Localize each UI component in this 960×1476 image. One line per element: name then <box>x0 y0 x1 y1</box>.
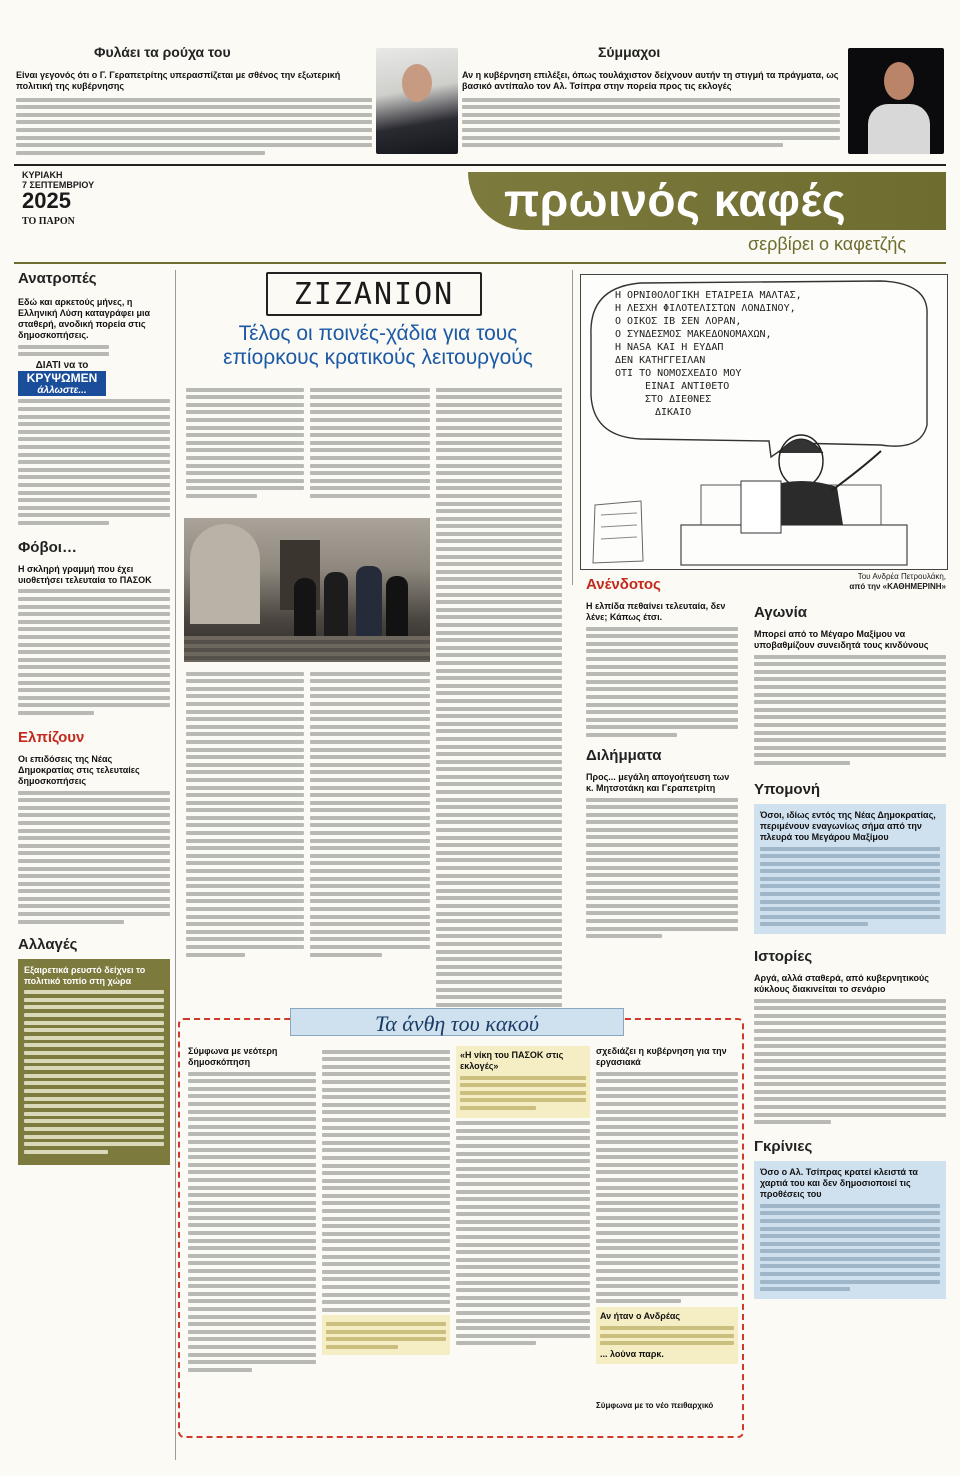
badge-line-1: ΔΙΑΤΙ να το <box>35 359 89 371</box>
portrait-photo-left <box>376 48 458 154</box>
section-title-fovoi: Φόβοι… <box>18 538 77 556</box>
section-body-istories <box>754 999 946 1125</box>
section-lede-grinies: Όσο ο Αλ. Τσίπρας κρατεί κλειστά τα χαρτιά του και δεν δημοσιοποιεί τις προθέσεις του <box>760 1167 918 1200</box>
top-right-lede: Αν η κυβέρνηση επιλέξει, όπως τουλάχιστον δείχνουν αυτήν τη στιγμή τα πράγματα, ως βασικό αντίπαλο τον Αλ. Τσίπρα στην πορεία προς τις εκλογές <box>462 70 839 91</box>
section-title-ypomoni: Υπομονή <box>754 780 821 798</box>
masthead-date-block <box>22 170 142 227</box>
top-right-title: Σύμμαχοι <box>598 44 661 60</box>
bottom-col-3-highlight-body <box>460 1076 586 1110</box>
zizanion-col-2-top <box>310 384 430 502</box>
section-body-anendotos <box>586 627 738 737</box>
zizanion-banner-text: ΖΙΖΑΝΙΟΝ <box>293 277 455 312</box>
section-title-anatropes: Ανατροπές <box>18 270 97 287</box>
zizanion-col-3-top <box>436 384 562 1025</box>
bottom-col-1 <box>188 1046 316 1375</box>
left-column <box>18 270 170 1460</box>
masthead-banner <box>468 172 946 230</box>
masthead-day: ΚΥΡΙΑΚΗ <box>22 170 63 180</box>
bottom-col-4-lede: Σύμφωνα με το νέο πειθαρχικό <box>596 1401 714 1410</box>
masthead-title: πρωινός καφές <box>504 174 847 226</box>
box-body <box>600 1326 734 1345</box>
bottom-col-1-body <box>188 1072 316 1372</box>
zizanion-headline: Τέλος οι ποινές-χάδια για τους επίορκους κρατικούς λειτουργούς <box>223 322 533 369</box>
section-body-agonia <box>754 655 946 765</box>
top-strip <box>14 8 946 160</box>
face-shape <box>402 64 432 102</box>
speech-line: ΣΤΟ ΔΙΕΘΝΕΣ <box>645 394 712 405</box>
section-body-fovoi <box>18 589 170 715</box>
bottom-col-3-highlight-top <box>456 1046 590 1118</box>
top-left-title: Φυλάει τα ρούχα του <box>94 44 231 60</box>
section-body-dilimmata <box>586 798 738 939</box>
section-box-allages <box>18 959 170 1166</box>
bottom-col-3 <box>456 1046 590 1349</box>
flowers-of-evil-banner <box>290 1008 624 1036</box>
zizanion-banner <box>266 272 482 316</box>
zizanion-col-1-bottom <box>186 668 304 960</box>
section-lede-allages: Εξαιρετικά ρευστό δείχνει το πολιτικό τοπίο στη χώρα <box>24 964 146 986</box>
bottom-col-1-lede: Σύμφωνα με νεότερη δημοσκόπηση <box>188 1046 278 1067</box>
section-body-ypomoni <box>760 847 940 927</box>
section-body-elpizoun <box>18 791 170 924</box>
zizanion-col-1-top <box>186 384 304 502</box>
badge-line-3: άλλωστε... <box>18 385 106 396</box>
zizanion-photo <box>184 518 430 662</box>
speech-line: ΟΤΙ ΤΟ ΝΟΜΟΣΧΕΔΙΟ ΜΟΥ <box>615 368 742 379</box>
section-title-allages: Αλλαγές <box>18 935 78 953</box>
section-lede-istories: Αργά, αλλά σταθερά, από κυβερνητικούς κύκλους διακινείται το σενάριο <box>754 973 929 995</box>
section-title-anendotos: Ανένδοτος <box>586 576 661 593</box>
bottom-col-3-body <box>456 1121 590 1345</box>
masthead-top-rule <box>14 164 946 166</box>
mid-right-column <box>586 576 738 942</box>
speech-line: ΔΕΝ ΚΑΤΗΓΓΕΙΛΑΝ <box>615 355 706 366</box>
masthead-year: 2025 <box>22 188 71 213</box>
section-body-grinies <box>760 1204 940 1292</box>
top-right-body <box>462 94 840 151</box>
section-lede-anatropes: Εδώ και αρκετούς μήνες, η Ελληνική Λύση καταγράφει μια σταθερή, ανοδική πορεία στις δημοσκοπήσεις. <box>18 297 151 340</box>
speech-line: ΔΙΚΑΙΟ <box>655 407 692 418</box>
box-line-2: ... λούνα παρκ. <box>600 1348 664 1359</box>
flowers-of-evil-banner-text: Τα άνθη του κακού <box>374 1011 540 1036</box>
column-divider <box>175 270 176 1460</box>
masthead-paper: ΤΟ ΠΑΡΟΝ <box>22 216 75 227</box>
bottom-col-2 <box>322 1046 450 1355</box>
badge-diati <box>18 360 106 396</box>
shirt-shape <box>868 104 930 154</box>
bottom-col-2-body-top <box>322 1050 450 1312</box>
right-column <box>754 604 946 1299</box>
section-body-anatropes <box>18 345 170 357</box>
section-title-grinies: Γκρίνιες <box>754 1138 813 1156</box>
speech-line: Ο ΣΥΝΔΕΣΜΟΣ ΜΑΚΕΔΟΝΟΜΑΧΩΝ, <box>615 329 772 340</box>
masthead-subtitle: σερβίρει ο καφετζής <box>748 234 907 254</box>
section-lede-anendotos: Η ελπίδα πεθαίνει τελευταία, δεν λένε; Κάπως έτσι. <box>586 601 726 622</box>
section-title-dilimmata: Διλήμματα <box>586 746 662 764</box>
section-box-grinies <box>754 1161 946 1299</box>
section-lede-elpizoun: Οι επιδόσεις της Νέας Δημοκρατίας στις τελευταίες δημοσκοπήσεις <box>18 753 140 786</box>
bottom-col-4-highlight <box>596 1307 738 1363</box>
column-divider <box>572 270 573 585</box>
section-body-allages <box>24 990 164 1153</box>
section-body-anatropes-2 <box>18 399 170 525</box>
face-shape <box>884 62 914 100</box>
masthead-bottom-rule <box>14 262 946 264</box>
top-left-lede: Είναι γεγονός ότι ο Γ. Γεραπετρίτης υπερασπίζεται με σθένος την εξωτερική πολιτική της κυβέρνησης <box>16 70 341 91</box>
masthead-date: 7 ΣΕΠΤΕΜΒΡΙΟΥ <box>22 180 95 190</box>
section-lede-dilimmata: Προς... μεγάλη απογοήτευση των κ. Μητσοτάκη και Γεραπετρίτη <box>586 771 730 793</box>
bottom-col-3-lede: σχεδιάζει η κυβέρνηση για την εργασιακά <box>596 1046 727 1067</box>
bottom-col-2-lede: «Η νίκη του ΠΑΣΟΚ στις εκλογές» <box>460 1050 564 1071</box>
speech-line: Η ΛΕΣΧΗ ΦΙΛΟΤΕΛΙΣΤΩΝ ΛΟΝΔΙΝΟΥ, <box>615 303 796 314</box>
photo-stairs <box>184 636 430 662</box>
speech-line: ΕΙΝΑΙ ΑΝΤΙΘΕΤΟ <box>645 381 730 392</box>
speech-line: Η NASA ΚΑΙ Η ΕΥΔΑΠ <box>615 342 724 353</box>
section-lede-agonia: Μπορεί από το Μέγαρο Μαξίμου να υποβαθμίζουν συνειδητά τους κινδύνους <box>754 629 929 650</box>
section-lede-fovoi: Η σκληρή γραμμή που έχει υιοθετήσει τελευταία το ΠΑΣΟΚ <box>18 563 152 585</box>
bottom-col-4-body <box>596 1072 738 1304</box>
section-title-istories: Ιστορίες <box>754 948 813 966</box>
cartoon-frame <box>580 274 948 570</box>
credit-line-1: Του Ανδρέα Πετρουλάκη, <box>857 572 946 581</box>
top-left-body <box>16 94 372 158</box>
bottom-col-2-highlight <box>322 1315 450 1355</box>
badge-line-2: ΚΡΥΨΩΜΕΝ <box>18 371 106 385</box>
bottom-col-4-lede-wrap <box>596 1400 738 1411</box>
section-box-ypomoni <box>754 804 946 934</box>
cartoon-credit <box>780 572 946 592</box>
credit-line-2: από την «ΚΑΘΗΜΕΡΙΝΗ» <box>849 582 946 591</box>
cartoon-speech <box>615 289 915 419</box>
portrait-photo-right <box>848 48 944 154</box>
zizanion-col-2-bottom <box>310 668 430 960</box>
section-lede-ypomoni: Όσοι, ιδίως εντός της Νέας Δημοκρατίας, περιμένουν εναγωνίως σήμα από την πλευρά του Μεγάρου Μαξίμου <box>760 809 936 842</box>
box-line-1: Αν ήταν ο Ανδρέας <box>600 1311 681 1322</box>
speech-line: Η ΟΡΝΙΘΟΛΟΓΙΚΗ ΕΤΑΙΡΕΙΑ ΜΑΛΤΑΣ, <box>615 290 802 301</box>
bottom-col-4 <box>596 1046 738 1364</box>
speech-line: Ο ΟΙΚΟΣ ΙΒ ΣΕΝ ΛΟΡΑΝ, <box>615 316 742 327</box>
photo-building-arch <box>190 524 260 624</box>
section-title-elpizoun: Ελπίζουν <box>18 728 85 746</box>
section-title-agonia: Αγωνία <box>754 604 808 621</box>
